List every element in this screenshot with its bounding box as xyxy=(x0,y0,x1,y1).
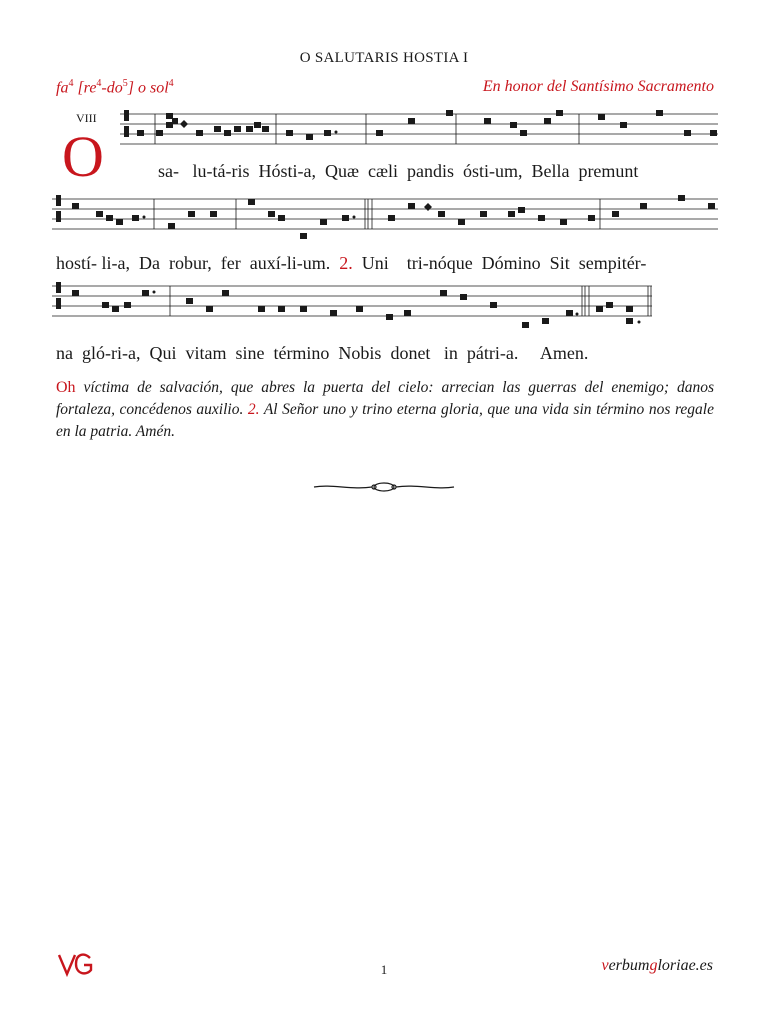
staff-1 xyxy=(120,108,720,154)
dedication: En honor del Santísimo Sacramento xyxy=(482,78,714,95)
lyrics-line-2: hostí- li-a, Da robur, fer auxí-li-um. 2. Uni tri-nóque Dómino Sit sempitér- xyxy=(56,253,647,273)
staff-3 xyxy=(52,280,656,336)
lyrics-line-3: na gló-ri-a, Qui vitam sine término Nobis donet in pátri-a. Amen. xyxy=(56,343,589,363)
mode-indication: $fa^4$ $[re^4-do^5]$ o sol$^4$ xyxy=(56,78,174,97)
ornament-divider-icon xyxy=(312,480,456,494)
page-title: O SALUTARIS HOSTIA I xyxy=(299,50,469,66)
page-number: 1 xyxy=(380,962,388,977)
website-link[interactable]: verbumgloriae.es xyxy=(601,957,713,974)
staff-2 xyxy=(52,193,720,245)
lyrics-line-1: sa- lu-tá-ris Hósti-a, Quæ cæli pandis ósti-um, Bella premunt xyxy=(158,161,639,181)
initial-letter: O xyxy=(62,124,104,189)
translation-paragraph: Oh víctima de salvación, que abres la puerta del cielo: arrecian las guerras del enemigo; danos fortaleza, concédenos auxilio. 2. Al Señor uno y trino eterna gloria, que una vida sin término nos regale en la patria. Amén. xyxy=(56,379,714,440)
mode-number: VIII xyxy=(76,111,97,125)
